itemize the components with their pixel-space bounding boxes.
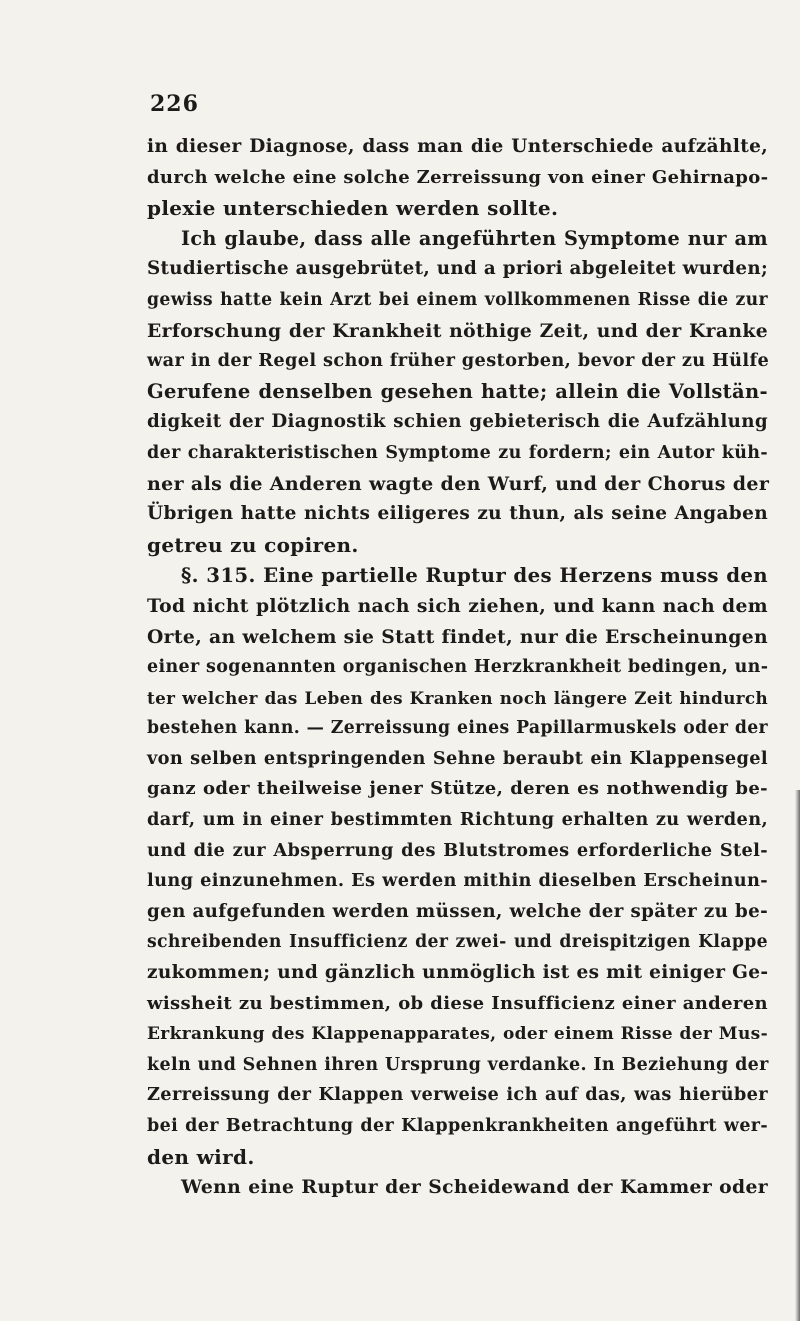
text-line: zukommen; und gänzlich unmöglich ist es mit einiger Ge- bbox=[147, 962, 769, 984]
text-line: von selben entspringenden Sehne beraubt ein Klappensegel bbox=[147, 747, 768, 769]
text-line: Orte, an welchem sie Statt findet, nur die Erscheinungen bbox=[147, 625, 768, 648]
text-line: schreibenden Insufficienz der zwei- und dreispitzigen Klappe bbox=[147, 932, 768, 953]
text-line: der charakteristischen Symptome zu fordern; ein Autor küh- bbox=[147, 442, 768, 463]
text-line: ner als die Anderen wagte den Wurf, und der Chorus der bbox=[147, 472, 770, 495]
text-line: gewiss hatte kein Arzt bei einem vollkommenen Risse die zur bbox=[147, 289, 768, 310]
text-line: ter welcher das Leben des Kranken noch längere Zeit hindurch bbox=[147, 687, 768, 708]
text-line: Studiertische ausgebrütet, und a priori abgeleitet wurden; bbox=[147, 258, 769, 280]
text-line: Tod nicht plötzlich nach sich ziehen, und kann nach dem bbox=[147, 594, 768, 617]
text-line: Wenn eine Ruptur der Scheidewand der Kammer oder bbox=[181, 1176, 768, 1199]
text-line: in dieser Diagnose, dass man die Unterschiede aufzählte, bbox=[147, 136, 768, 157]
text-line: gen aufgefunden werden müssen, welche der später zu be- bbox=[147, 900, 768, 922]
text-line: Übrigen hatte nichts eiligeres zu thun, als seine Angaben bbox=[147, 503, 768, 525]
text-line: einer sogenannten organischen Herzkrankheit bedingen, un- bbox=[147, 657, 769, 678]
text-line: den wird. bbox=[147, 1144, 255, 1169]
page-number: 226 bbox=[150, 91, 199, 117]
text-line: plexie unterschieden werden sollte. bbox=[147, 196, 559, 221]
body-text bbox=[147, 132, 768, 1203]
text-line: war in der Regel schon früher gestorben, bevor der zu Hülfe bbox=[147, 350, 770, 372]
text-line: bestehen kann. — Zerreissung eines Papillarmuskels oder der bbox=[147, 718, 768, 739]
text-line: Gerufene denselben gesehen hatte; allein die Vollstän- bbox=[147, 379, 768, 403]
page-edge-shadow bbox=[795, 790, 800, 1321]
text-line: Zerreissung der Klappen verweise ich auf das, was hierüber bbox=[147, 1084, 768, 1106]
text-line: keln und Sehnen ihren Ursprung verdanke. In Beziehung der bbox=[147, 1054, 769, 1075]
text-line: Ich glaube, dass alle angeführten Symptome nur am bbox=[181, 226, 768, 250]
text-line: Erkrankung des Klappenapparates, oder einem Risse der Mus- bbox=[147, 1024, 768, 1045]
text-line: ganz oder theilweise jener Stütze, deren es nothwendig be- bbox=[147, 778, 768, 800]
text-line: lung einzunehmen. Es werden mithin dieselben Erscheinun- bbox=[147, 870, 768, 892]
text-line: digkeit der Diagnostik schien gebieterisch die Aufzählung bbox=[147, 411, 768, 433]
text-line: bei der Betrachtung der Klappenkrankheiten angeführt wer- bbox=[147, 1116, 768, 1136]
text-line: Erforschung der Krankheit nöthige Zeit, und der Kranke bbox=[147, 319, 768, 342]
text-line: darf, um in einer bestimmten Richtung erhalten zu werden, bbox=[147, 809, 768, 831]
text-line: und die zur Absperrung des Blutstromes erforderliche Stel- bbox=[147, 839, 768, 861]
text-line: wissheit zu bestimmen, ob diese Insufficienz einer anderen bbox=[147, 992, 768, 1014]
section-heading-line: §. 315. Eine partielle Ruptur des Herzens muss den bbox=[181, 563, 768, 588]
text-line: getreu zu copiren. bbox=[147, 532, 359, 557]
text-line: durch welche eine solche Zerreissung von einer Gehirnapo- bbox=[147, 166, 769, 188]
